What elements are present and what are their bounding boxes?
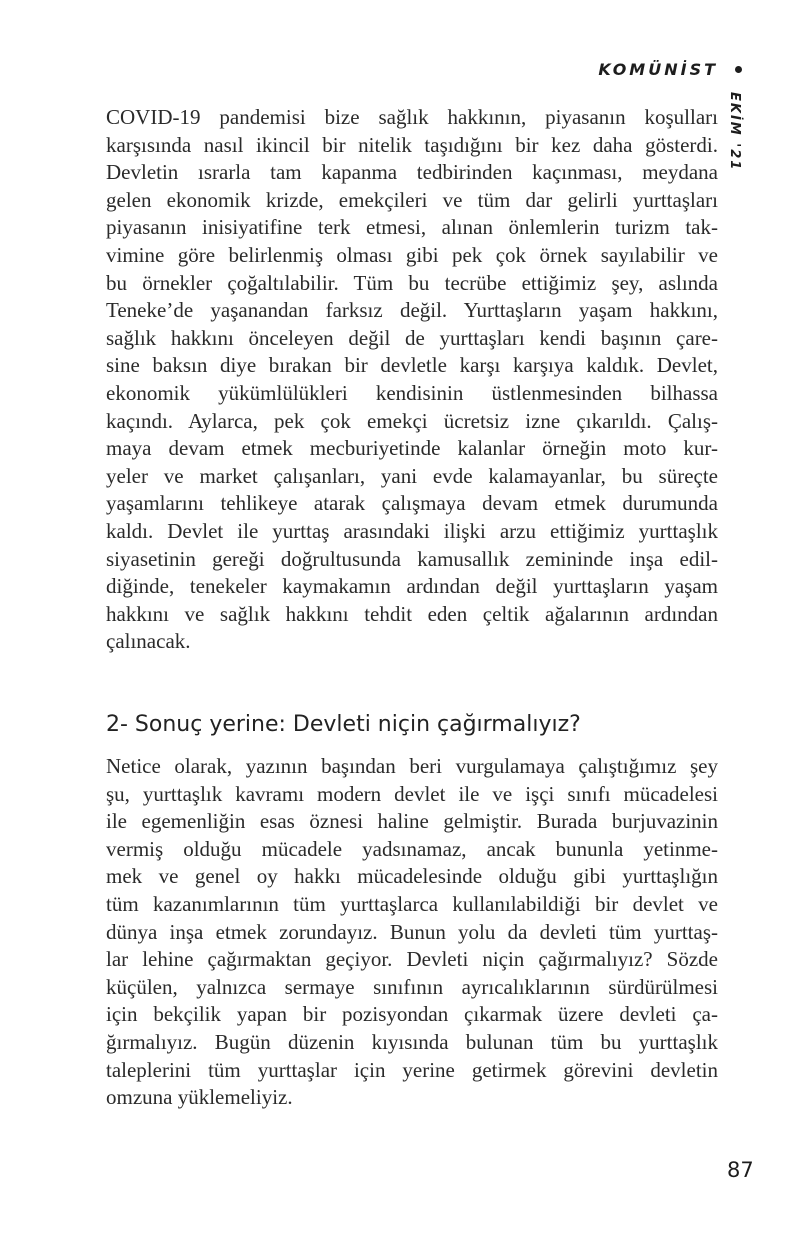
text-line: tüm kazanımlarının tüm yurttaşlarca kullanılabildiği bir devlet ve (106, 891, 718, 916)
text-line: yaşamlarını tehlikeye atarak çalışmaya devam etmek durumunda (106, 491, 718, 516)
text-line: gelen ekonomik krizde, emekçileri ve tüm dar gelirli yurttaşları (106, 187, 718, 212)
text-line: Teneke’de yaşanandan farksız değil. Yurttaşların yaşam hakkını, (106, 298, 718, 323)
text-line: Netice olarak, yazının başından beri vurgulamaya çalıştığımız şey (106, 754, 718, 778)
text-line: taleplerini tüm yurttaşlar için yerine getirmek görevini devletin (106, 1057, 718, 1082)
text-line: siyasetinin gereği doğrultusunda kamusallık zemininde inşa edil- (106, 546, 718, 571)
text-line: mek ve genel oy hakkı mücadelesinde olduğu gibi yurttaşlığın (106, 864, 718, 889)
text-line: ğırmalıyız. Bugün düzenin kıyısında bulunan tüm bu yurttaşlık (106, 1029, 718, 1054)
text-line: piyasanın inisiyatifine terk etmesi, alınan önlemlerin turizm tak- (106, 215, 718, 240)
text-line: lar lehine çağırmaktan geçiyor. Devleti niçin çağırmalıyız? Sözde (106, 947, 718, 972)
issue-label: EKİM '21 (727, 92, 742, 172)
text-line: kaldı. Devlet ile yurttaş arasındaki ilişki arzu ettiğimiz yurttaşlık (106, 518, 718, 543)
text-line: diğinde, tenekeler kaymakamın ardından değil yurttaşların yaşam (106, 574, 718, 599)
magazine-title: KOMÜNİST (598, 60, 718, 79)
text-line: hakkını ve sağlık hakkını tehdit eden çeltik ağalarının ardından (106, 601, 718, 626)
text-line: yeler ve market çalışanları, yani evde kalamayanlar, bu süreçte (106, 463, 718, 488)
section-heading: 2- Sonuç yerine: Devleti niçin çağırmalıyız? (106, 712, 581, 737)
text-line: küçülen, yalnızca sermaye sınıfının ayrıcalıklarının sürdürülmesi (106, 974, 718, 999)
text-line: vermiş olduğu mücadele yadsınamaz, ancak bununla yetinme- (106, 836, 718, 861)
text-line: ekonomik yükümlülükleri kendisinin üstlenmesinden bilhassa (106, 380, 718, 405)
text-line: vimine göre belirlenmiş olması gibi pek çok örnek sayılabilir ve (106, 242, 718, 267)
text-line: COVID-19 pandemisi bize sağlık hakkının, piyasanın koşulları (106, 105, 718, 129)
text-line: maya devam etmek mecburiyetinde kalanlar örneğin moto kur- (106, 436, 718, 461)
text-line: karşısında nasıl ikincil bir nitelik taşıdığını bir kez daha gösterdi. (106, 132, 718, 157)
text-line: şu, yurttaşlık kavramı modern devlet ile ve işçi sınıfı mücadelesi (106, 781, 718, 806)
text-line: çalınacak. (106, 629, 191, 654)
paragraph-1 (106, 104, 718, 656)
text-line: sine baksın diye bırakan bir devletle karşı karşıya kaldık. Devlet, (106, 353, 718, 378)
text-line: omzuna yüklemeliyiz. (106, 1085, 293, 1110)
text-line: sağlık hakkını önceleyen değil de yurttaşları kendi başının çare- (106, 325, 718, 350)
text-line: için bekçilik yapan bir pozisyondan çıkarmak üzere devleti ça- (106, 1002, 718, 1027)
bullet-dot-icon (735, 66, 742, 73)
page-number: 87 (727, 1158, 754, 1182)
text-line: kaçındı. Aylarca, pek çok emekçi ücretsiz izne çıkarıldı. Çalış- (106, 408, 718, 433)
text-line: dünya inşa etmek zorundayız. Bunun yolu da devleti tüm yurttaş- (106, 919, 718, 944)
paragraph-2 (106, 753, 718, 1112)
text-line: bu örnekler çoğaltılabilir. Tüm bu tecrübe ettiğimiz şey, aslında (106, 270, 718, 295)
text-line: Devletin ısrarla tam kapanma tedbirinden kaçınması, meydana (106, 160, 718, 185)
text-line: ile egemenliğin esas öznesi haline gelmiştir. Burada burjuvazinin (106, 809, 718, 834)
